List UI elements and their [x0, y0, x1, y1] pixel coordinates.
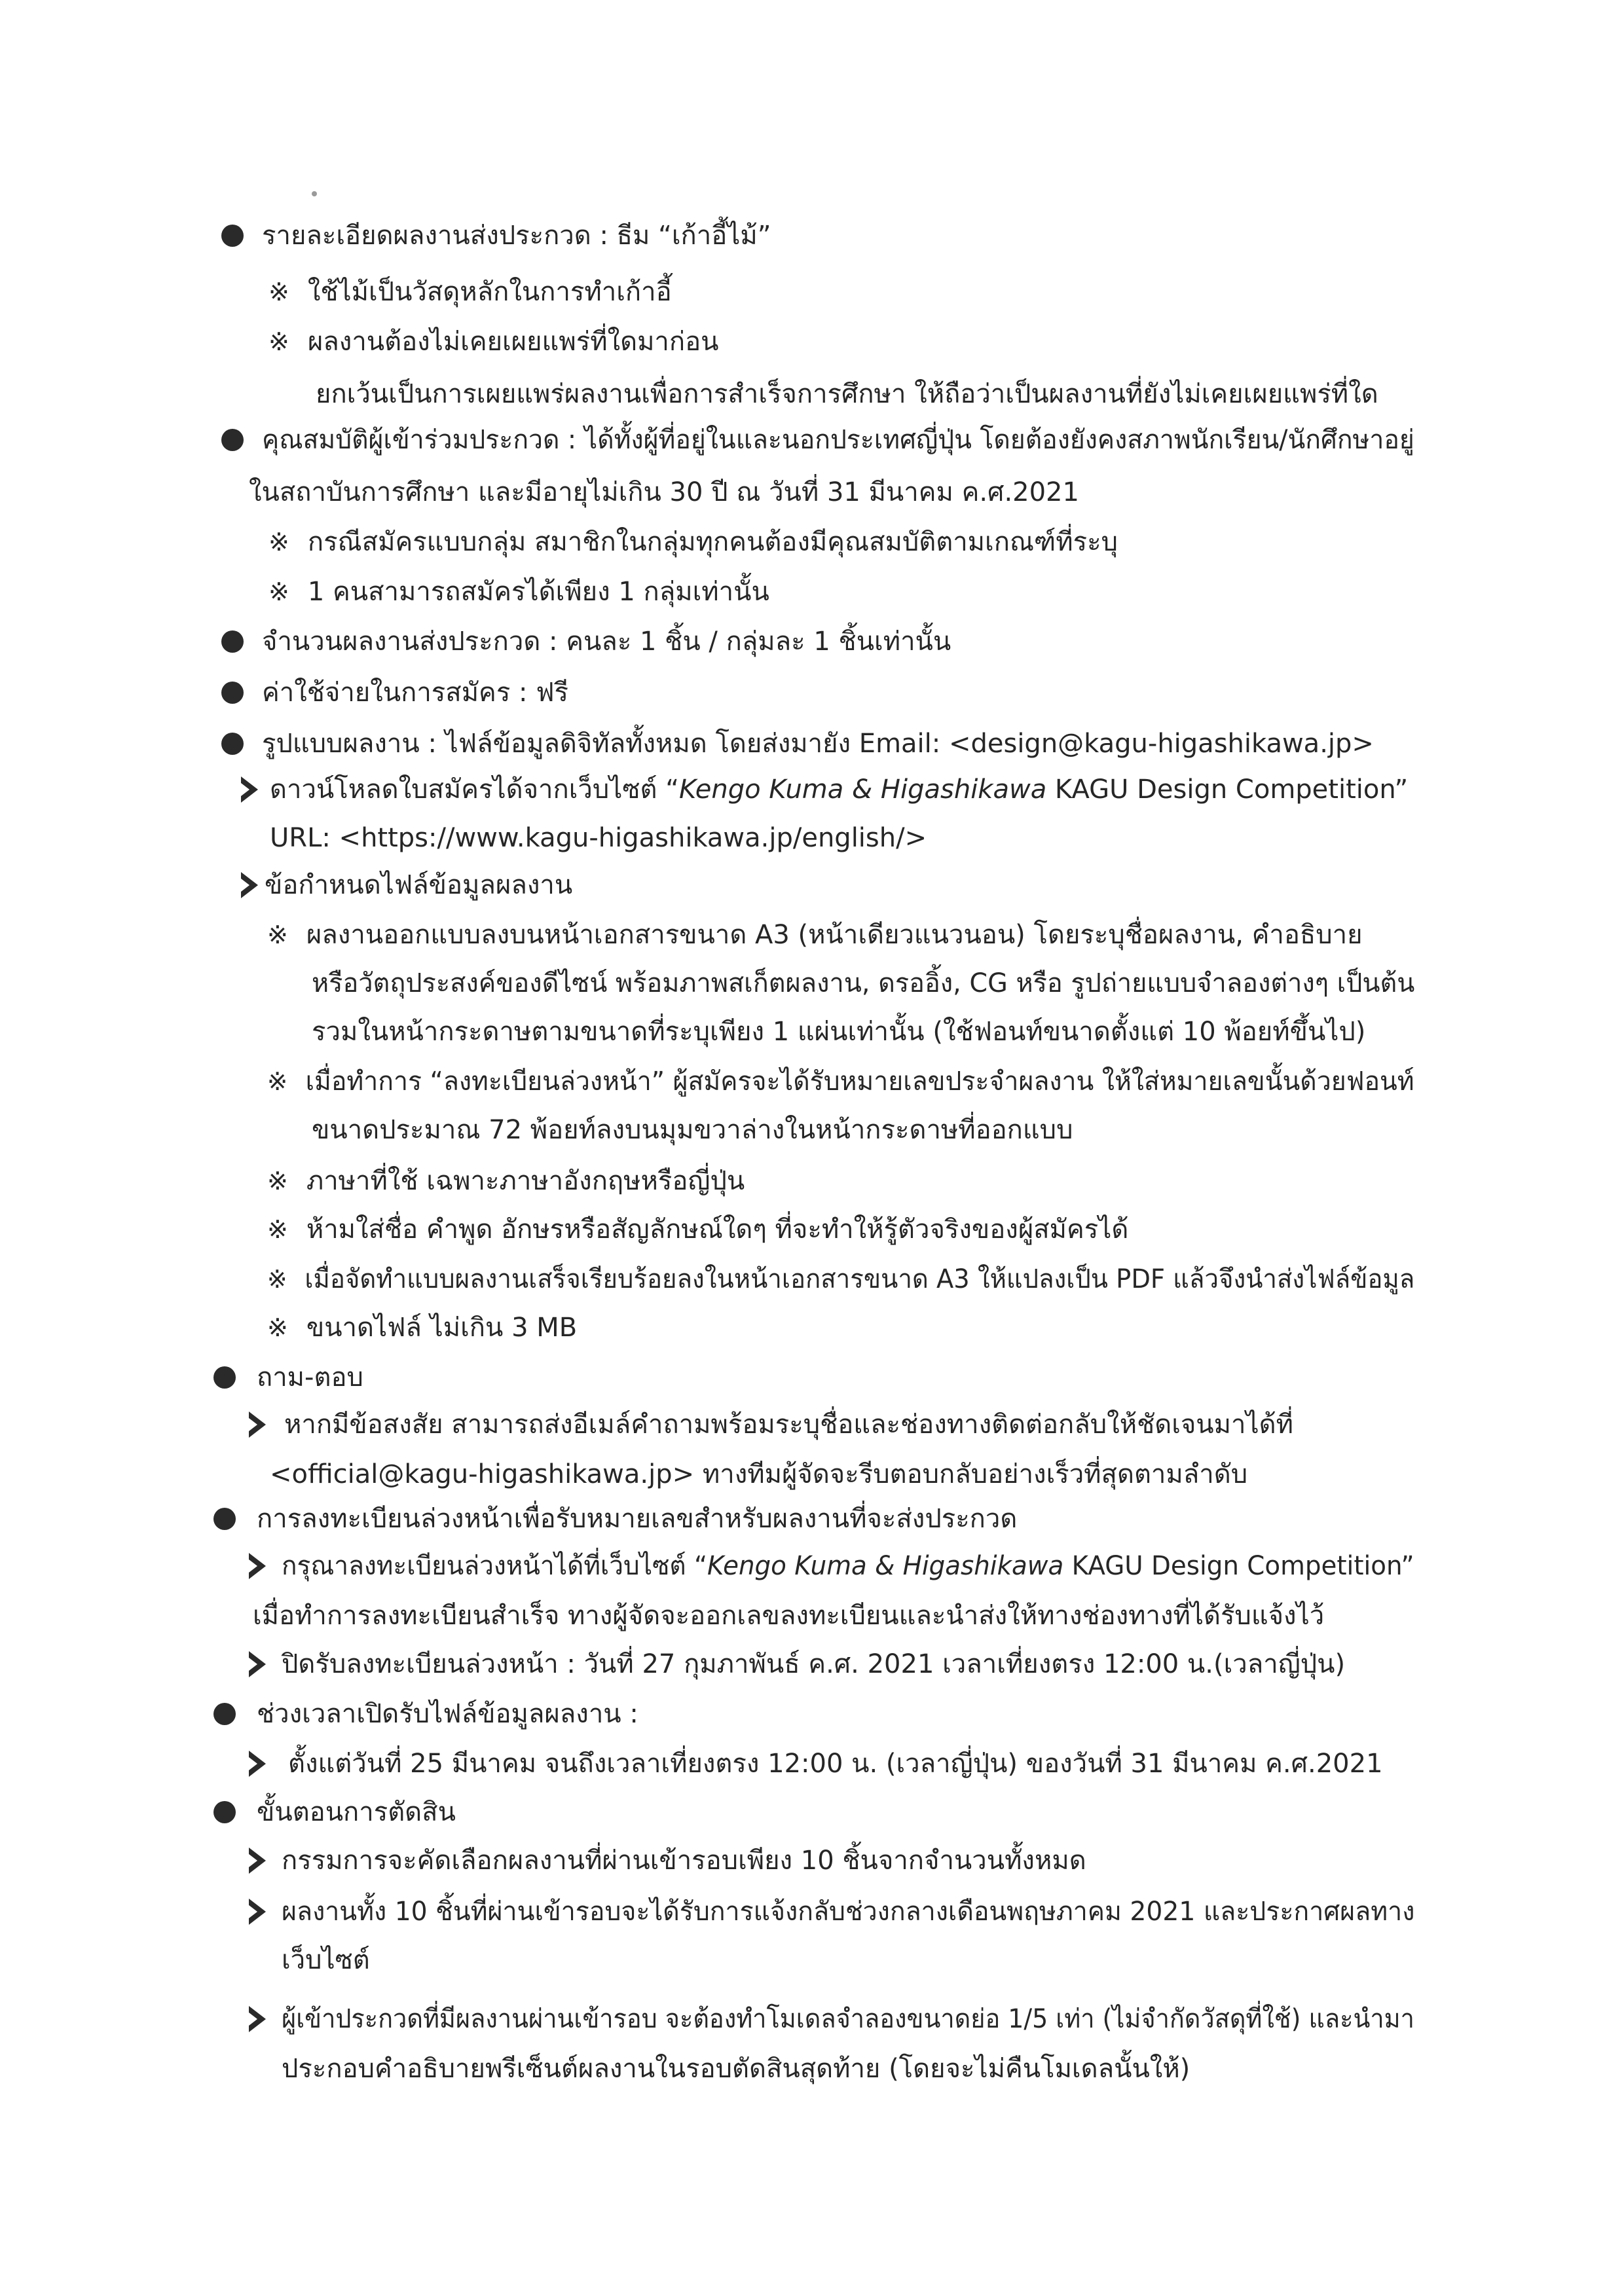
arrow-bullet-icon: [248, 1552, 267, 1580]
section-eligibility-cont: ในสถาบันการศึกษา และมีอายุไม่เกิน 30 ปี ณ วันที่ 31 มีนาคม ค.ศ.2021: [249, 477, 1079, 507]
judging-announcement: ผลงานทั้ง 10 ชิ้นที่ผ่านเข้ารอบจะได้รับการแจ้งกลับช่วงกลางเดือนพฤษภาคม 2021 และประกาศผลทาง: [282, 1897, 1415, 1927]
note-group-entry: ※ กรณีสมัครแบบกลุ่ม สมาชิกในกลุ่มทุกคนต้องมีคุณสมบัติตามเกณฑ์ที่ระบุ: [268, 524, 1118, 560]
arrow-bullet-icon: [248, 1650, 267, 1679]
arrow-bullet-icon: [248, 1749, 267, 1778]
bullet-icon: [221, 225, 244, 247]
reference-mark-icon: ※: [267, 920, 288, 949]
file-requirements-heading: ข้อกำหนดไฟล์ข้อมูลผลงาน: [265, 870, 573, 900]
section-entry-fee: ค่าใช้จ่ายในการสมัคร : ฟรี: [262, 678, 569, 708]
note-unpublished-exception: ยกเว้นเป็นการเผยแพร่ผลงานเพื่อการสำเร็จการศึกษา ให้ถือว่าเป็นผลงานที่ยังไม่เคยเผยแพร่ที่ใด: [316, 379, 1378, 409]
scan-speck: [312, 191, 317, 196]
qa-contact: หากมีข้อสงสัย สามารถส่งอีเมล์คำถามพร้อมระบุชื่อและช่องทางติดต่อกลับให้ชัดเจนมาได้ที่: [284, 1410, 1293, 1440]
submission-period-dates: ตั้งแต่วันที่ 25 มีนาคม จนถึงเวลาเที่ยงตรง 12:00 น. (เวลาญี่ปุ่น) ของวันที่ 31 มีนาคม ค.ศ.2021: [288, 1749, 1383, 1779]
bullet-icon: [213, 1366, 236, 1389]
req-layout-cont: หรือวัตถุประสงค์ของดีไซน์ พร้อมภาพสเก็ตผลงาน, ดรออิ้ง, CG หรือ รูปถ่ายแบบจำลองต่างๆ เป็นต้น: [312, 968, 1415, 998]
reference-mark-icon: ※: [268, 278, 289, 306]
section-preregistration: การลงทะเบียนล่วงหน้าเพื่อรับหมายเลขสำหรับผลงานที่จะส่งประกวด: [257, 1504, 1018, 1534]
reference-mark-icon: ※: [267, 1067, 288, 1096]
reference-mark-icon: ※: [267, 1265, 287, 1294]
reference-mark-icon: ※: [268, 577, 289, 606]
bullet-icon: [213, 1703, 236, 1725]
bullet-icon: [213, 1801, 236, 1823]
bullet-icon: [221, 733, 244, 755]
qa-contact-email: <official@kagu-higashikawa.jp> ทางทีมผู้จัดจะรีบตอบกลับอย่างเร็วที่สุดตามลำดับ: [270, 1459, 1248, 1489]
section-submission-format: รูปแบบผลงาน : ไฟล์ข้อมูลดิจิทัลทั้งหมด โดยส่งมายัง Email: <design@kagu-higashikawa.jp>: [262, 729, 1374, 759]
prereg-deadline: ปิดรับลงทะเบียนล่วงหน้า : วันที่ 27 กุมภาพันธ์ ค.ศ. 2021 เวลาเที่ยงตรง 12:00 น.(เวลาญี่ปุ่น): [282, 1649, 1346, 1679]
prereg-confirmation: เมื่อทำการลงทะเบียนสำเร็จ ทางผู้จัดจะออกเลขลงทะเบียนและนำส่งให้ทางช่องทางที่ได้รับแจ้งไว้: [253, 1601, 1325, 1631]
bullet-icon: [213, 1508, 236, 1530]
req-layout-cont-2: รวมในหน้ากระดาษตามขนาดที่ระบุเพียง 1 แผ่นเท่านั้น (ใช้ฟอนท์ขนาดตั้งแต่ 10 พ้อยท์ขึ้นไป): [312, 1017, 1366, 1047]
reference-mark-icon: ※: [268, 528, 289, 556]
judging-model: ผู้เข้าประกวดที่มีผลงานผ่านเข้ารอบ จะต้องทำโมเดลจำลองขนาดย่อ 1/5 เท่า (ไม่จำกัดวัสดุที่ใช้) และนำมา: [282, 2004, 1414, 2034]
section-submission-period: ช่วงเวลาเปิดรับไฟล์ข้อมูลผลงาน :: [257, 1699, 638, 1729]
req-layout: ※ ผลงานออกแบบลงบนหน้าเอกสารขนาด A3 (หน้าเดียวแนวนอน) โดยระบุชื่อผลงาน, คำอธิบาย: [267, 917, 1363, 953]
bullet-icon: [221, 429, 244, 451]
section-theme-title: รายละเอียดผลงานส่งประกวด : ธีม “เก้าอี้ไม้”: [262, 221, 771, 251]
arrow-bullet-icon: [240, 775, 259, 804]
arrow-bullet-icon: [248, 1846, 267, 1875]
download-url: URL: <https://www.kagu-higashikawa.jp/english/>: [270, 823, 927, 853]
judging-announcement-cont: เว็บไซต์: [282, 1945, 370, 1975]
arrow-bullet-icon: [248, 1410, 267, 1439]
req-anonymity: ※ ห้ามใส่ชื่อ คำพูด อักษรหรือสัญลักษณ์ใดๆ ที่จะทำให้รู้ตัวจริงของผู้สมัครได้: [267, 1211, 1128, 1248]
prereg-website: กรุณาลงทะเบียนล่วงหน้าได้ที่เว็บไซต์ “Kengo Kuma & Higashikawa KAGU Design Competition”: [282, 1551, 1414, 1581]
req-language: ※ ภาษาที่ใช้ เฉพาะภาษาอังกฤษหรือญี่ปุ่น: [267, 1163, 745, 1199]
section-eligibility: คุณสมบัติผู้เข้าร่วมประกวด : ได้ทั้งผู้ที่อยู่ในและนอกประเทศญี่ปุ่น โดยต้องยังคงสภาพนักเรียน/นักศึกษาอยู่: [262, 425, 1414, 455]
section-qa: ถาม-ตอบ: [257, 1362, 363, 1393]
reference-mark-icon: ※: [268, 327, 289, 356]
judging-selection: กรรมการจะคัดเลือกผลงานที่ผ่านเข้ารอบเพียง 10 ชิ้นจากจำนวนทั้งหมด: [282, 1846, 1086, 1876]
note-unpublished: ※ ผลงานต้องไม่เคยเผยแพร่ที่ใดมาก่อน: [268, 323, 718, 360]
section-judging: ขั้นตอนการตัดสิน: [257, 1797, 456, 1827]
download-form-line: ดาวน์โหลดใบสมัครได้จากเว็บไซต์ “Kengo Kuma & Higashikawa KAGU Design Competition”: [270, 774, 1409, 805]
arrow-bullet-icon: [248, 1897, 267, 1926]
reference-mark-icon: ※: [267, 1313, 288, 1342]
req-registration-number: ※ เมื่อทำการ “ลงทะเบียนล่วงหน้า” ผู้สมัครจะได้รับหมายเลขประจำผลงาน ให้ใส่หมายเลขนั้นด้วยฟอนท์: [267, 1063, 1414, 1100]
judging-model-cont: ประกอบคำอธิบายพรีเซ็นต์ผลงานในรอบตัดสินสุดท้าย (โดยจะไม่คืนโมเดลนั้นให้): [282, 2054, 1190, 2084]
note-one-group: ※ 1 คนสามารถสมัครได้เพียง 1 กลุ่มเท่านั้น: [268, 574, 769, 610]
req-file-size: ※ ขนาดไฟล์ ไม่เกิน 3 MB: [267, 1309, 577, 1346]
bullet-icon: [221, 630, 244, 653]
arrow-bullet-icon: [248, 2005, 267, 2033]
reference-mark-icon: ※: [267, 1167, 288, 1195]
req-pdf: ※ เมื่อจัดทำแบบผลงานเสร็จเรียบร้อยลงในหน้าเอกสารขนาด A3 ให้แปลงเป็น PDF แล้วจึงนำส่งไฟล์ข้อมูล: [267, 1261, 1414, 1298]
bullet-icon: [221, 682, 244, 704]
section-entries-count: จำนวนผลงานส่งประกวด : คนละ 1 ชิ้น / กลุ่มละ 1 ชิ้นเท่านั้น: [262, 627, 951, 657]
req-registration-number-cont: ขนาดประมาณ 72 พ้อยท์ลงบนมุมขวาล่างในหน้ากระดาษที่ออกแบบ: [312, 1115, 1073, 1145]
reference-mark-icon: ※: [267, 1215, 288, 1244]
arrow-bullet-icon: [240, 871, 259, 900]
note-wood-material: ※ ใช้ไม้เป็นวัสดุหลักในการทำเก้าอี้: [268, 274, 672, 310]
